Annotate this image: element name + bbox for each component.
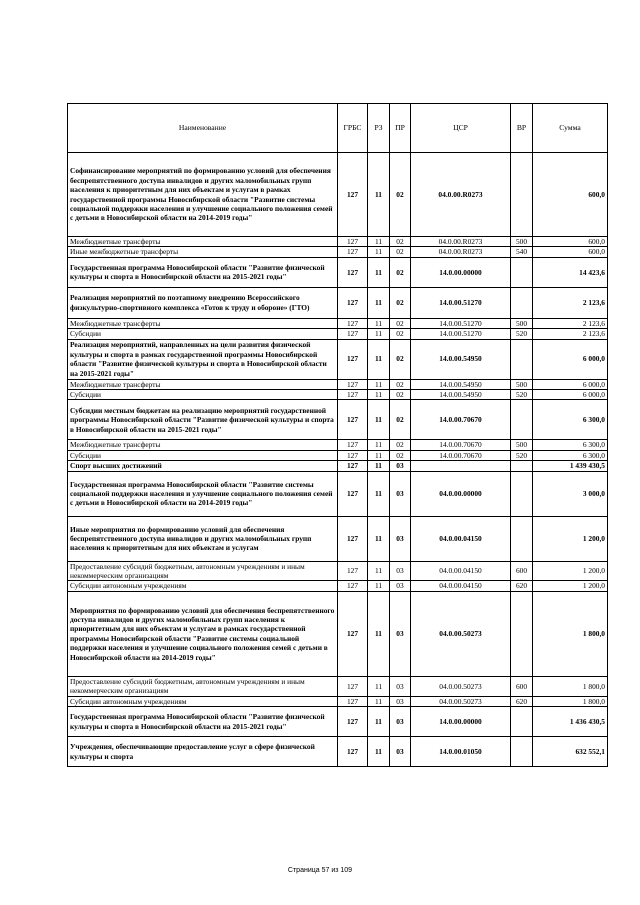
- cell-rz: 11: [368, 461, 390, 471]
- cell-rz: 11: [368, 237, 390, 247]
- cell-grbs: 127: [338, 237, 368, 247]
- cell-sum: 6 000,0: [533, 379, 608, 389]
- cell-csr: [411, 461, 511, 471]
- header-sum: Сумма: [533, 104, 608, 153]
- cell-sum: 632 552,1: [533, 737, 608, 767]
- table-row: [68, 516, 608, 561]
- cell-csr: 04.0.00.00000: [411, 471, 511, 516]
- cell-vr: [511, 737, 533, 767]
- cell-vr: [511, 471, 533, 516]
- cell-grbs: 127: [338, 581, 368, 591]
- cell-csr: 04.0.00.50273: [411, 591, 511, 676]
- cell-name: Государственная программа Новосибирской области "Развитие физической культуры и спорта в Новосибирской области на 2015-2021 годы": [68, 707, 338, 737]
- cell-sum: 6 000,0: [533, 390, 608, 400]
- cell-csr: 04.0.00.04150: [411, 561, 511, 581]
- cell-name: Субсидии автономным учреждениям: [68, 696, 338, 706]
- cell-csr: 04.0.00.04150: [411, 516, 511, 561]
- cell-grbs: 127: [338, 696, 368, 706]
- cell-pr: 03: [390, 581, 411, 591]
- table-row: [68, 471, 608, 516]
- cell-grbs: 127: [338, 440, 368, 450]
- cell-pr: 02: [390, 329, 411, 339]
- cell-vr: [511, 591, 533, 676]
- table-row: [68, 318, 608, 328]
- table-row: [68, 561, 608, 581]
- cell-vr: [511, 257, 533, 287]
- cell-sum: 600,0: [533, 237, 608, 247]
- table-row: [68, 696, 608, 706]
- cell-csr: 14.0.00.00000: [411, 707, 511, 737]
- cell-name: Предоставление субсидий бюджетным, автономным учреждениям и иным некоммерческим организациям: [68, 676, 338, 696]
- cell-vr: [511, 461, 533, 471]
- cell-rz: 11: [368, 339, 390, 379]
- cell-csr: 14.0.00.70670: [411, 440, 511, 450]
- cell-rz: 11: [368, 676, 390, 696]
- table-row: [68, 379, 608, 389]
- cell-rz: 11: [368, 707, 390, 737]
- cell-pr: 02: [390, 390, 411, 400]
- cell-sum: 6 300,0: [533, 400, 608, 440]
- cell-sum: 1 800,0: [533, 676, 608, 696]
- cell-grbs: 127: [338, 400, 368, 440]
- cell-name: Субсидии: [68, 450, 338, 460]
- header-rz: РЗ: [368, 104, 390, 153]
- cell-pr: 03: [390, 676, 411, 696]
- budget-table: [67, 103, 608, 767]
- cell-vr: [511, 516, 533, 561]
- cell-rz: 11: [368, 329, 390, 339]
- cell-grbs: 127: [338, 287, 368, 318]
- cell-csr: 14.0.00.00000: [411, 257, 511, 287]
- cell-name: Софинансирование мероприятий по формированию условий для обеспечения беспрепятственного доступа инвалидов и других маломобильных групп населения к приоритетным для них объектам и услугам в рамках государственной программы Новосибирской области "Развитие системы социальной поддержки населения и улучшение социального положения семей с детьми в Новосибирской области на 2014-2019 годы": [68, 153, 338, 237]
- header-vr: ВР: [511, 104, 533, 153]
- cell-rz: 11: [368, 450, 390, 460]
- cell-csr: 04.0.00.R0273: [411, 247, 511, 257]
- cell-name: Межбюджетные трансферты: [68, 237, 338, 247]
- cell-sum: 6 300,0: [533, 450, 608, 460]
- cell-rz: 11: [368, 287, 390, 318]
- cell-rz: 11: [368, 257, 390, 287]
- cell-vr: 500: [511, 318, 533, 328]
- cell-rz: 11: [368, 390, 390, 400]
- cell-name: Предоставление субсидий бюджетным, автономным учреждениям и иным некоммерческим организациям: [68, 561, 338, 581]
- header-csr: ЦСР: [411, 104, 511, 153]
- cell-sum: 1 436 430,5: [533, 707, 608, 737]
- cell-grbs: 127: [338, 257, 368, 287]
- cell-grbs: 127: [338, 153, 368, 237]
- cell-vr: 600: [511, 561, 533, 581]
- cell-pr: 02: [390, 153, 411, 237]
- cell-grbs: 127: [338, 461, 368, 471]
- table-row: [68, 737, 608, 767]
- table-row: [68, 461, 608, 471]
- cell-rz: 11: [368, 591, 390, 676]
- cell-vr: [511, 400, 533, 440]
- cell-name: Спорт высших достижений: [68, 461, 338, 471]
- table-body: [68, 153, 608, 767]
- cell-pr: 03: [390, 591, 411, 676]
- cell-pr: 02: [390, 339, 411, 379]
- table-row: [68, 440, 608, 450]
- cell-sum: 1 439 430,5: [533, 461, 608, 471]
- table-row: [68, 707, 608, 737]
- cell-name: Государственная программа Новосибирской области "Развитие системы социальной поддержки населения и улучшение социального положения семей с детьми в Новосибирской области на 2014-2019 годы": [68, 471, 338, 516]
- cell-csr: 04.0.00.50273: [411, 696, 511, 706]
- header-name: Наименование: [68, 104, 338, 153]
- cell-csr: 14.0.00.70670: [411, 450, 511, 460]
- cell-rz: 11: [368, 400, 390, 440]
- cell-grbs: 127: [338, 561, 368, 581]
- cell-csr: 04.0.00.04150: [411, 581, 511, 591]
- cell-rz: 11: [368, 440, 390, 450]
- table-row: [68, 153, 608, 237]
- cell-pr: 02: [390, 257, 411, 287]
- cell-pr: 02: [390, 379, 411, 389]
- cell-csr: 14.0.00.54950: [411, 390, 511, 400]
- cell-vr: 520: [511, 450, 533, 460]
- cell-name: Субсидии местным бюджетам на реализацию мероприятий государственной программы Новосибирской области "Развитие физической культуры и спорта в Новосибирской области на 2015-2021 годы": [68, 400, 338, 440]
- cell-vr: 620: [511, 581, 533, 591]
- cell-sum: 2 123,6: [533, 318, 608, 328]
- cell-vr: [511, 287, 533, 318]
- cell-sum: 1 800,0: [533, 696, 608, 706]
- cell-vr: 520: [511, 329, 533, 339]
- cell-name: Межбюджетные трансферты: [68, 440, 338, 450]
- cell-pr: 02: [390, 287, 411, 318]
- cell-grbs: 127: [338, 339, 368, 379]
- cell-csr: 04.0.00.R0273: [411, 153, 511, 237]
- table-row: [68, 390, 608, 400]
- cell-grbs: 127: [338, 737, 368, 767]
- cell-vr: 540: [511, 247, 533, 257]
- cell-name: Реализация мероприятий, направленных на цели развития физической культуры и спорта в рамках государственной программы Новосибирской области "Развитие физической культуры и спорта в Новосибирской области на 2015-2021 годы": [68, 339, 338, 379]
- cell-sum: 6 000,0: [533, 339, 608, 379]
- table-row: [68, 329, 608, 339]
- cell-grbs: 127: [338, 471, 368, 516]
- cell-grbs: 127: [338, 390, 368, 400]
- cell-rz: 11: [368, 516, 390, 561]
- header-pr: ПР: [390, 104, 411, 153]
- cell-name: Реализация мероприятий по поэтапному внедрению Всероссийского физкультурно-спортивного комплекса «Готов к труду и обороне» (ГТО): [68, 287, 338, 318]
- cell-rz: 11: [368, 696, 390, 706]
- cell-csr: 04.0.00.R0273: [411, 237, 511, 247]
- cell-sum: 1 200,0: [533, 581, 608, 591]
- cell-sum: 14 423,6: [533, 257, 608, 287]
- cell-grbs: 127: [338, 676, 368, 696]
- cell-pr: 03: [390, 707, 411, 737]
- cell-grbs: 127: [338, 247, 368, 257]
- cell-vr: 520: [511, 390, 533, 400]
- cell-name: Мероприятия по формированию условий для обеспечения беспрепятственного доступа инвалидов и других маломобильных групп населения к приоритетным для них объектам и услугам в рамках государственной программы Новосибирской области "Развитие системы социальной поддержки населения и улучшение социального положения семей с детьми в Новосибирской области на 2014-2019 годы": [68, 591, 338, 676]
- cell-pr: 02: [390, 247, 411, 257]
- cell-grbs: 127: [338, 450, 368, 460]
- cell-pr: 02: [390, 440, 411, 450]
- cell-csr: 14.0.00.01050: [411, 737, 511, 767]
- table-row: [68, 450, 608, 460]
- cell-csr: 14.0.00.70670: [411, 400, 511, 440]
- cell-pr: 02: [390, 237, 411, 247]
- cell-grbs: 127: [338, 591, 368, 676]
- cell-name: Иные мероприятия по формированию условий для обеспечения беспрепятственного доступа инвалидов и других маломобильных групп населения к приоритетным для них объектам и услугам: [68, 516, 338, 561]
- cell-csr: 14.0.00.51270: [411, 329, 511, 339]
- cell-pr: 02: [390, 400, 411, 440]
- cell-name: Субсидии: [68, 329, 338, 339]
- cell-pr: 03: [390, 471, 411, 516]
- cell-rz: 11: [368, 581, 390, 591]
- cell-name: Межбюджетные трансферты: [68, 318, 338, 328]
- cell-pr: 03: [390, 561, 411, 581]
- cell-grbs: 127: [338, 516, 368, 561]
- table-row: [68, 247, 608, 257]
- cell-vr: [511, 339, 533, 379]
- cell-rz: 11: [368, 247, 390, 257]
- cell-vr: [511, 153, 533, 237]
- cell-vr: 500: [511, 440, 533, 450]
- cell-name: Государственная программа Новосибирской области "Развитие физической культуры и спорта в Новосибирской области на 2015-2021 годы": [68, 257, 338, 287]
- cell-name: Иные межбюджетные трансферты: [68, 247, 338, 257]
- cell-csr: 14.0.00.54950: [411, 339, 511, 379]
- cell-rz: 11: [368, 318, 390, 328]
- cell-csr: 14.0.00.54950: [411, 379, 511, 389]
- cell-grbs: 127: [338, 329, 368, 339]
- cell-pr: 03: [390, 696, 411, 706]
- cell-pr: 03: [390, 737, 411, 767]
- table-row: [68, 591, 608, 676]
- cell-name: Межбюджетные трансферты: [68, 379, 338, 389]
- cell-sum: 1 200,0: [533, 561, 608, 581]
- cell-grbs: 127: [338, 379, 368, 389]
- table-row: [68, 581, 608, 591]
- cell-rz: 11: [368, 737, 390, 767]
- cell-sum: 3 000,0: [533, 471, 608, 516]
- cell-vr: 600: [511, 676, 533, 696]
- cell-pr: 02: [390, 450, 411, 460]
- cell-sum: 2 123,6: [533, 287, 608, 318]
- cell-csr: 14.0.00.51270: [411, 318, 511, 328]
- cell-sum: 1 200,0: [533, 516, 608, 561]
- cell-pr: 02: [390, 318, 411, 328]
- cell-sum: 600,0: [533, 247, 608, 257]
- cell-sum: 1 800,0: [533, 591, 608, 676]
- header-grbs: ГРБС: [338, 104, 368, 153]
- table-row: [68, 676, 608, 696]
- cell-sum: 600,0: [533, 153, 608, 237]
- table-header-row: [68, 104, 608, 153]
- table-row: [68, 287, 608, 318]
- cell-vr: 500: [511, 379, 533, 389]
- cell-csr: 14.0.00.51270: [411, 287, 511, 318]
- cell-rz: 11: [368, 471, 390, 516]
- cell-rz: 11: [368, 561, 390, 581]
- table-row: [68, 237, 608, 247]
- cell-grbs: 127: [338, 707, 368, 737]
- cell-sum: 6 300,0: [533, 440, 608, 450]
- cell-rz: 11: [368, 379, 390, 389]
- cell-vr: 500: [511, 237, 533, 247]
- cell-rz: 11: [368, 153, 390, 237]
- cell-vr: 620: [511, 696, 533, 706]
- cell-vr: [511, 707, 533, 737]
- table-row: [68, 257, 608, 287]
- cell-name: Субсидии: [68, 390, 338, 400]
- table-row: [68, 400, 608, 440]
- cell-name: Учреждения, обеспечивающие предоставление услуг в сфере физической культуры и спорта: [68, 737, 338, 767]
- page-number: Страница 57 из 109: [287, 867, 353, 874]
- table-row: [68, 339, 608, 379]
- cell-sum: 2 123,6: [533, 329, 608, 339]
- cell-pr: 03: [390, 516, 411, 561]
- cell-grbs: 127: [338, 318, 368, 328]
- cell-csr: 04.0.00.50273: [411, 676, 511, 696]
- cell-pr: 03: [390, 461, 411, 471]
- cell-name: Субсидии автономным учреждениям: [68, 581, 338, 591]
